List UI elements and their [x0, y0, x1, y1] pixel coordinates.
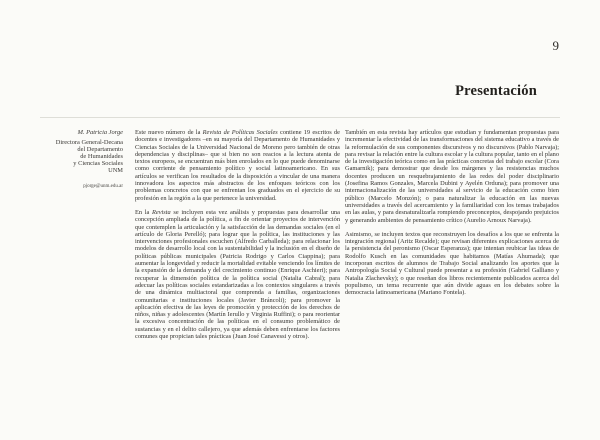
paragraph-articles-1: [135, 209, 340, 340]
author-name: M. Patricia Jorge: [77, 129, 123, 136]
title-divider-rule: [40, 117, 560, 118]
paragraph-text: contiene 19 escritos de docentes e investigadores –en su mayoría del Departamento de Humanidades y Ciencias Sociales de la Universidad Nacional de Moreno pero también de otras dependencias y disciplinas– que si bien no son reacios a la lectura atenta de textos europeos, se encuentran más bien enrolados en lo que puede denominarse como corriente de pensamiento político y social latinoamericano. En sus artículos se verifican los resultados de la disposición a vincular de una manera innovadora los aspectos más abstractos de los enfoques teóricos con los problemas concretos con que se enfrentan los graduados en el ejercicio de su profesión en la región a la que pertenece la universidad.: [135, 129, 340, 202]
author-role-line: del Departamento: [77, 146, 123, 154]
journal-title-italic: Revista: [152, 208, 171, 216]
body-column-right: [345, 129, 559, 304]
page-title: Presentación: [455, 83, 537, 99]
author-institution: UNM: [108, 167, 123, 175]
author-role-line: Directora General-Decana: [55, 139, 123, 147]
body-column-left: [135, 129, 340, 347]
paragraph-text: Este nuevo número de la: [135, 129, 203, 136]
paragraph-articles-3: Asimismo, se incluyen textos que reconstruyen los desafíos a los que se enfrenta la integración regional (Aritz Recalde); que revisan diferentes explicaciones acerca de la persistencia del peronismo (Oscar Esperanza); que intentan reubicar las ideas de Rodolfo Kusch en las comunidades que habitamos (Matías Ahumada); que incorporan escritos de alumnos de Trabajo Social analizando los aportes que la Antropología Social y Cultural puede presentar a su profesión (Gabriel Galliano y Natalia Zlachevsky); o que reseñan dos libros recientemente publicados acerca del populismo, un tema recurrente que aún divide aguas en los debates sobre la democracia latinoamericana (Mariano Fontela).: [345, 230, 559, 297]
author-role-line: y Ciencias Sociales: [73, 160, 123, 168]
author-role-line: de Humanidades: [80, 153, 123, 161]
paragraph-articles-2: También en esta revista hay artículos que estudian y fundamentan propuestas para incrementar la efectividad de las transformaciones del sistema educativo a través de la reformulación de sus componentes discursivos y no discursivos (Pablo Narvaja); para revisar la relación entre la cultura escolar y la cultura popular, tanto en el plano de la investigación teórica como en las prácticas concretas del trabajo escolar (Cora Gamarnik); para demostrar que desde los márgenes y las resistencias muchos docentes producen un resquebrajamiento de las redes del poder disciplinario (Josefina Ramos Gonzales, Marcela Dubini y Ayelén Orduna); para promover una internacionalización de las universidades al servicio de la educación como bien público (Marcelo Monzón); o para naturalizar la educación en las nuevas universidades a través del acercamiento y la familiaridad con los temas trabajados en las aulas, y para desnaturalizarla rompiendo preconceptos, despojando prejuicios y generando ambientes de pensamiento crítico (Aurelio Arnoux Narvaja).: [345, 129, 559, 224]
paragraph-text: se incluyen esta vez análisis y propuestas para desarrollar una concepción ampliada de la política, a fin de orientar proyectos de intervención que contemplen la articulación y la satisfacción de las demandas sociales (en el artículo de Gloria Perelló); para lograr que la política, las instituciones y las intervenciones profesionales escuchen (Alfredo Carballeda); para relacionar los modelos de desarrollo local con la sustentabilidad y la inclusión en el diseño de políticas públicas municipales (Patricia Rodrigo y Carlos Ciappina); para aumentar la longevidad y reducir la mortalidad evitable venciendo los límites de la expansión de la demanda y del crecimiento continuo (Enrique Aschieri); para recuperar la dimensión política de la política social (Natalia Cabral); para adecuar las políticas sociales estandarizadas a los contextos singulares a través de una dinámica multiactoral que comprenda a familias, organizaciones comunitarias e instituciones locales (Javier Bráncoli); para promover la aplicación efectiva de las leyes de promoción y protección de los derechos de niños, niñas y adolescentes (Martín Ierullo y Virginia Ruffini); o para reorientar la excesiva concentración de las políticas en el consumo problemático de sustancias y en el delito callejero, ya que además deben enfrentarse los factores comunes que propician tales prácticas (Juan José Canavessi y otros).: [135, 208, 340, 341]
author-email: pjorge@unm.edu.ar: [83, 183, 123, 189]
author-block: [38, 129, 123, 190]
paragraph-text: En la: [135, 208, 153, 216]
paragraph-intro: [135, 129, 340, 202]
page-number: 9: [552, 38, 559, 53]
journal-title-italic: Revista de Políticas Sociales: [202, 129, 278, 136]
